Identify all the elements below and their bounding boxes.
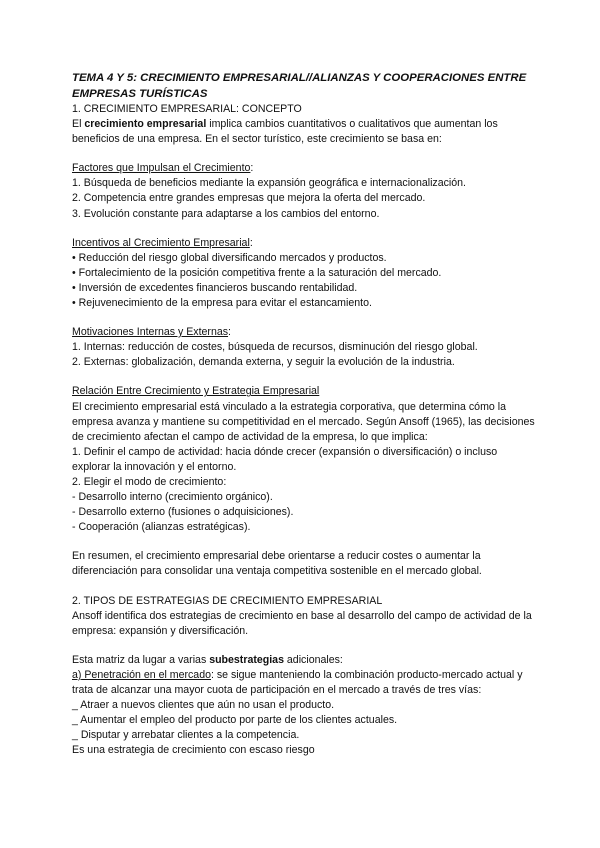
penetracion-text: : se sigue manteniendo la combinación producto-mercado actual y trata de alcanzar una mayor cuota de participación en el mercado a través de tres vías: — [72, 668, 523, 696]
list-item: • Fortalecimiento de la posición competitiva frente a la saturación del mercado. — [72, 266, 442, 279]
factores-heading-text: Factores que Impulsan el Crecimiento — [72, 162, 251, 175]
penetracion-label: Penetración en el mercado — [81, 668, 211, 681]
spacer — [72, 535, 538, 549]
list-item: - Desarrollo externo (fusiones o adquisiciones). — [72, 506, 294, 519]
spacer — [72, 147, 538, 161]
list-item: _ Aumentar el empleo del producto por parte de los clientes actuales. — [72, 714, 398, 727]
list-item: 1. Definir el campo de actividad: hacia dónde crecer (expansión o diversificación) o incluso explorar la innovación y el entorno. — [72, 445, 498, 473]
section-2-body: Ansoff identifica dos estrategias de crecimiento en base al desarrollo del campo de actividad de la empresa: expansión y diversificación. — [72, 609, 532, 637]
matrix-text-start: Esta matriz da lugar a varias — [72, 653, 210, 666]
spacer — [72, 311, 538, 325]
list-item: 2. Elegir el modo de crecimiento: — [72, 475, 227, 488]
penetracion-paragraph — [72, 668, 538, 698]
matrix-text-end: adicionales: — [283, 653, 343, 666]
spacer — [72, 639, 538, 653]
list-item: 3. Evolución constante para adaptarse a los cambios del entorno. — [72, 207, 380, 220]
section-2-heading: 2. TIPOS DE ESTRATEGIAS DE CRECIMIENTO EMPRESARIAL — [72, 594, 383, 607]
section-1-intro — [72, 117, 538, 147]
motivaciones-heading: Motivaciones Internas y Externas: — [72, 326, 231, 339]
matrix-intro — [72, 653, 538, 668]
spacer — [72, 222, 538, 236]
intro-text-start: El — [72, 118, 85, 131]
incentivos-heading: Incentivos al Crecimiento Empresarial: — [72, 236, 253, 249]
penetracion-letter: a) — [72, 668, 82, 681]
list-item: • Rejuvenecimiento de la empresa para evitar el estancamiento. — [72, 297, 372, 310]
factores-heading: Factores que Impulsan el Crecimiento: — [72, 162, 254, 175]
incentivos-heading-text: Incentivos al Crecimiento Empresarial — [72, 236, 250, 249]
intro-text-end: implica cambios cuantitativos o cualitativos que aumentan los beneficios de una empresa. En el sector turístico, este crecimiento se basa en: — [72, 118, 498, 146]
list-item: - Cooperación (alianzas estratégicas). — [72, 521, 251, 534]
relacion-body: El crecimiento empresarial está vinculado a la estrategia corporativa, que determina cómo la empresa avanza y mantiene su competitividad en el mercado. Según Ansoff (1965), las decisiones de crecimiento afectan el campo de actividad de la empresa, lo que implica: — [72, 400, 535, 443]
list-item: 2. Externas: globalización, demanda externa, y seguir la evolución de la industria. — [72, 356, 455, 369]
relacion-summary: En resumen, el crecimiento empresarial debe orientarse a reducir costes o aumentar la diferenciación para consolidar una ventaja competitiva sostenible en el mercado global. — [72, 550, 482, 578]
list-item: _ Disputar y arrebatar clientes a la competencia. — [72, 729, 300, 742]
list-item: • Inversión de excedentes financieros buscando rentabilidad. — [72, 281, 358, 294]
list-item: 2. Competencia entre grandes empresas que mejora la oferta del mercado. — [72, 192, 426, 205]
relacion-heading: Relación Entre Crecimiento y Estrategia Empresarial — [72, 385, 320, 398]
spacer — [72, 580, 538, 594]
matrix-bold-term: subestrategias — [209, 653, 284, 666]
document-page — [72, 70, 538, 758]
section-1-heading: 1. CRECIMIENTO EMPRESARIAL: CONCEPTO — [72, 103, 302, 115]
list-item: 1. Internas: reducción de costes, búsqueda de recursos, disminución del riesgo global. — [72, 341, 478, 354]
list-item: _ Atraer a nuevos clientes que aún no usan el producto. — [72, 699, 335, 712]
spacer — [72, 370, 538, 384]
list-item: - Desarrollo interno (crecimiento orgánico). — [72, 491, 273, 504]
list-item: • Reducción del riesgo global diversificando mercados y productos. — [72, 251, 387, 264]
motivaciones-heading-text: Motivaciones Internas y Externas — [72, 326, 229, 339]
closing-line: Es una estrategia de crecimiento con escaso riesgo — [72, 744, 315, 757]
document-title: TEMA 4 Y 5: CRECIMIENTO EMPRESARIAL//ALIANZAS Y COOPERACIONES ENTRE EMPRESAS TURÍSTICAS — [72, 72, 527, 100]
list-item: 1. Búsqueda de beneficios mediante la expansión geográfica e internacionalización. — [72, 177, 467, 190]
intro-bold-term: crecimiento empresarial — [84, 118, 207, 131]
